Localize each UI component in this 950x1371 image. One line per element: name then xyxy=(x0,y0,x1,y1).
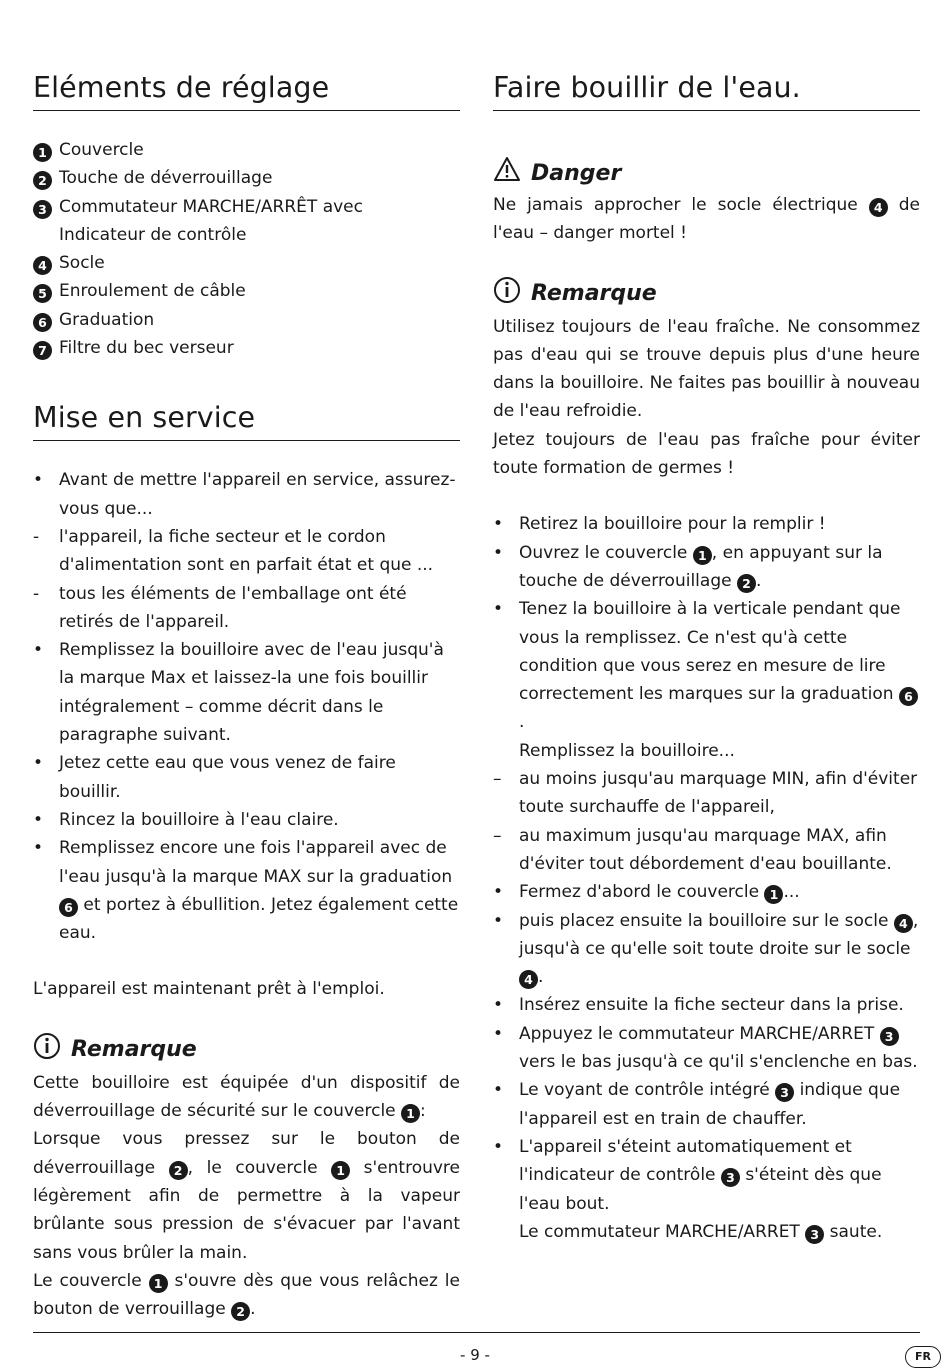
number-badge: 1 xyxy=(331,1161,350,1180)
list-item: 4 Socle xyxy=(33,249,460,277)
controls-list xyxy=(33,136,460,362)
number-badge: 5 xyxy=(33,284,52,303)
note-body: Cette bouilloire est équipée d'un dispositif de déverrouillage de sécurité sur le couvercle 1 : Lorsque vous pressez sur le bouton de déverrouillage 2 , le couvercle 1 s'entrouvre légèrement afin de permettre à la vapeur brûlante sous pression de s'évacuer par l'avant sans vous brûler la main. Le couvercle 1 s'ouvre dès que vous relâchez le bouton de verrouillage 2 . xyxy=(33,1072,461,1320)
warning-icon xyxy=(493,156,521,191)
list-item: • Rincez la bouilloire à l'eau claire. xyxy=(33,809,339,830)
list-item: • Fermez d'abord le couvercle 1 ... xyxy=(493,882,800,903)
section-title-setup: Mise en service xyxy=(33,400,460,441)
number-badge: 4 xyxy=(869,198,888,217)
list-item: • Remplissez la bouilloire avec de l'eau jusqu'à la marque Max et laissez-la une fois bouillir intégralement – comme décrit dans le paragraphe suivant. xyxy=(33,640,444,746)
list-item: • Ouvrez le couvercle 1 , en appuyant sur la touche de déverrouillage 2 . xyxy=(493,542,883,591)
ready-text: L'appareil est maintenant prêt à l'emploi. xyxy=(33,979,385,1000)
number-badge: 3 xyxy=(880,1027,899,1046)
setup-list xyxy=(33,466,460,947)
number-badge: 3 xyxy=(721,1168,740,1187)
number-badge: 1 xyxy=(764,885,783,904)
number-badge: 3 xyxy=(805,1225,824,1244)
list-item: • Tenez la bouilloire à la verticale pendant que vous la remplissez. Ce n'est qu'à cette condition que vous serez en mesure de lire correctement les marques sur la graduation 6. Remplissez la bouilloire... xyxy=(493,595,920,765)
list-item: • Insérez ensuite la fiche secteur dans la prise. xyxy=(493,995,904,1016)
info-icon xyxy=(33,1032,61,1069)
list-item: 1 Couvercle xyxy=(33,136,460,164)
list-item: 7 Filtre du bec verseur xyxy=(33,334,460,362)
list-item: • puis placez ensuite la bouilloire sur le socle 4 , jusqu'à ce qu'elle soit toute droite sur le socle 4 . xyxy=(493,910,919,988)
danger-body: Ne jamais approcher le socle électrique 4 de l'eau – danger mortel ! xyxy=(493,195,921,244)
list-item: • Avant de mettre l'appareil en service, assurez-vous que... xyxy=(33,470,456,519)
list-item: • L'appareil s'éteint automatiquement et l'indicateur de contrôle 3 s'éteint dès que l'eau bout. Le commutateur MARCHE/ARRET 3 saute. xyxy=(493,1136,883,1242)
number-badge: 4 xyxy=(33,256,52,275)
right-column xyxy=(493,70,920,1246)
list-item: 6 Graduation xyxy=(33,306,460,334)
number-badge: 2 xyxy=(169,1161,188,1180)
number-badge: 2 xyxy=(33,171,52,190)
number-badge: 6 xyxy=(33,313,52,332)
footer-divider xyxy=(33,1332,920,1333)
number-badge: 3 xyxy=(775,1083,794,1102)
number-badge: 2 xyxy=(231,1302,250,1321)
number-badge: 7 xyxy=(33,341,52,360)
list-item: – au maximum jusqu'au marquage MAX, afin d'éviter tout débordement d'eau bouillante. xyxy=(493,825,892,874)
list-item: 3 Commutateur MARCHE/ARRÊT avec Indicateur de contrôle xyxy=(33,193,460,250)
section-title-controls: Eléments de réglage xyxy=(33,70,460,111)
left-column xyxy=(33,70,460,1323)
list-item: • Le voyant de contrôle intégré 3 indique que l'appareil est en train de chauffer. xyxy=(493,1080,901,1129)
number-badge: 6 xyxy=(899,687,918,706)
list-item: – au moins jusqu'au marquage MIN, afin d'éviter toute surchauffe de l'appareil, xyxy=(493,769,918,818)
number-badge: 3 xyxy=(33,200,52,219)
number-badge: 1 xyxy=(33,143,52,162)
info-icon xyxy=(493,276,521,313)
note-body: Utilisez toujours de l'eau fraîche. Ne consommez pas d'eau qui se trouve depuis plus d'une heure dans la bouilloire. Ne faites pas bouillir à nouveau de l'eau refroidie. Jetez toujours de l'eau pas fraîche pour éviter toute formation de germes ! xyxy=(493,316,920,479)
list-item: - l'appareil, la fiche secteur et le cordon d'alimentation sont en parfait état et que ... xyxy=(33,526,434,576)
language-badge: FR xyxy=(905,1346,941,1368)
danger-heading: Danger xyxy=(493,156,920,191)
number-badge: 1 xyxy=(149,1274,168,1293)
number-badge: 6 xyxy=(59,898,78,917)
number-badge: 4 xyxy=(894,914,913,933)
section-setup xyxy=(33,400,460,1323)
note-heading: Remarque xyxy=(493,276,920,313)
number-badge: 2 xyxy=(737,574,756,593)
number-badge: 4 xyxy=(519,970,538,989)
list-item: 2 Touche de déverrouillage xyxy=(33,164,460,192)
page-number: - 9 - xyxy=(460,1346,490,1364)
number-badge: 1 xyxy=(693,546,712,565)
list-item: • Remplissez encore une fois l'appareil avec de l'eau jusqu'à la marque MAX sur la graduation 6 et portez à ébullition. Jetez également cette eau. xyxy=(33,838,459,944)
note-heading: Remarque xyxy=(33,1032,460,1069)
list-item: • Appuyez le commutateur MARCHE/ARRET 3 vers le bas jusqu'à ce qu'il s'enclenche en bas. xyxy=(493,1023,918,1073)
list-item: - tous les éléments de l'emballage ont été retirés de l'appareil. xyxy=(33,583,407,632)
list-item: 5 Enroulement de câble xyxy=(33,277,460,305)
list-item: • Retirez la bouilloire pour la remplir ! xyxy=(493,514,826,535)
list-item: • Jetez cette eau que vous venez de faire bouillir. xyxy=(33,753,396,802)
boil-steps-list xyxy=(493,510,920,1246)
section-title-boiling: Faire bouillir de l'eau. xyxy=(493,70,920,111)
number-badge: 1 xyxy=(401,1104,420,1123)
